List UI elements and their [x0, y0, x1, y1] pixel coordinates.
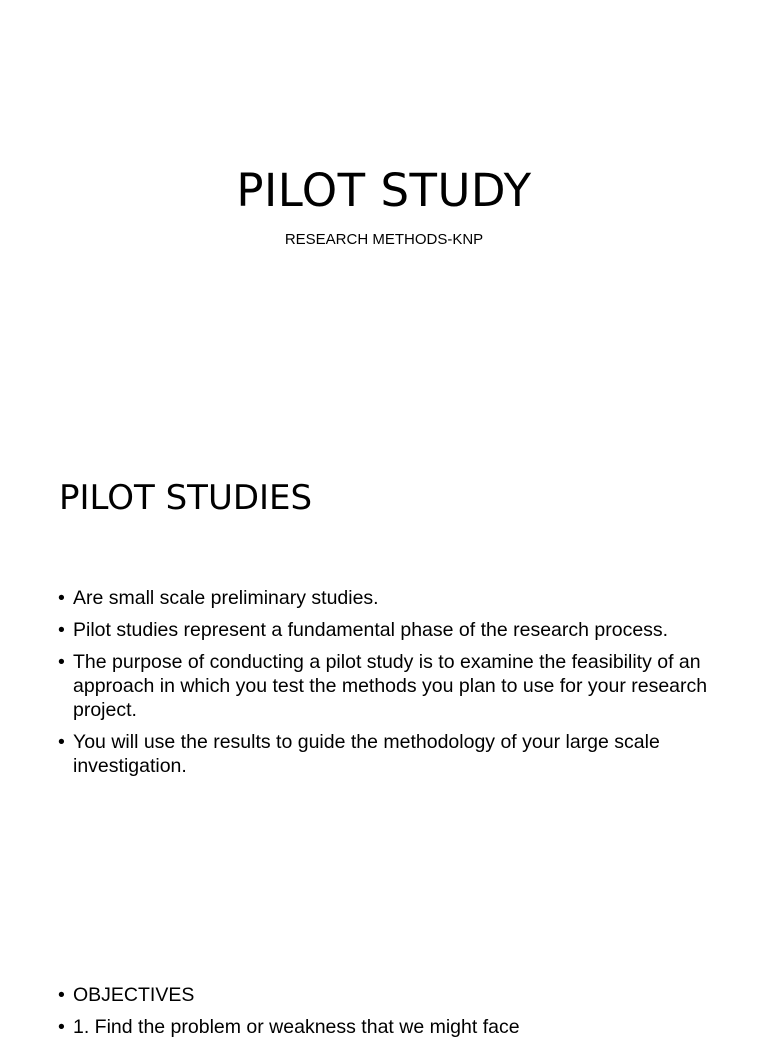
list-item [58, 650, 718, 722]
list-item [58, 730, 718, 778]
bullet-icon: • [58, 984, 65, 1006]
bullet-list [58, 983, 718, 1047]
list-item [58, 586, 718, 610]
content-slide-pilot-studies [0, 432, 768, 816]
slide-title: PILOT STUDY [236, 164, 532, 217]
bullet-icon: • [58, 731, 65, 753]
bullet-text: You will use the results to guide the methodology of your large scale investigation. [73, 731, 660, 777]
list-item [58, 618, 718, 642]
content-slide-objectives [0, 864, 768, 1038]
title-slide [0, 0, 768, 384]
bullet-icon: • [58, 1016, 65, 1038]
list-item [58, 1015, 718, 1039]
bullet-icon: • [58, 619, 65, 641]
bullet-text: 1. Find the problem or weakness that we might face [73, 1016, 520, 1038]
slide-heading: PILOT STUDIES [59, 478, 313, 518]
bullet-text: Are small scale preliminary studies. [73, 587, 379, 609]
bullet-icon: • [58, 587, 65, 609]
list-item [58, 983, 718, 1007]
slide-subtitle: RESEARCH METHODS-KNP [284, 231, 484, 248]
bullet-list [58, 586, 718, 786]
bullet-text: The purpose of conducting a pilot study is to examine the feasibility of an approach in which you test the methods you plan to use for your research project. [73, 651, 708, 721]
bullet-icon: • [58, 651, 65, 673]
bullet-text: Pilot studies represent a fundamental phase of the research process. [73, 619, 669, 641]
bullet-text: OBJECTIVES [73, 984, 195, 1006]
